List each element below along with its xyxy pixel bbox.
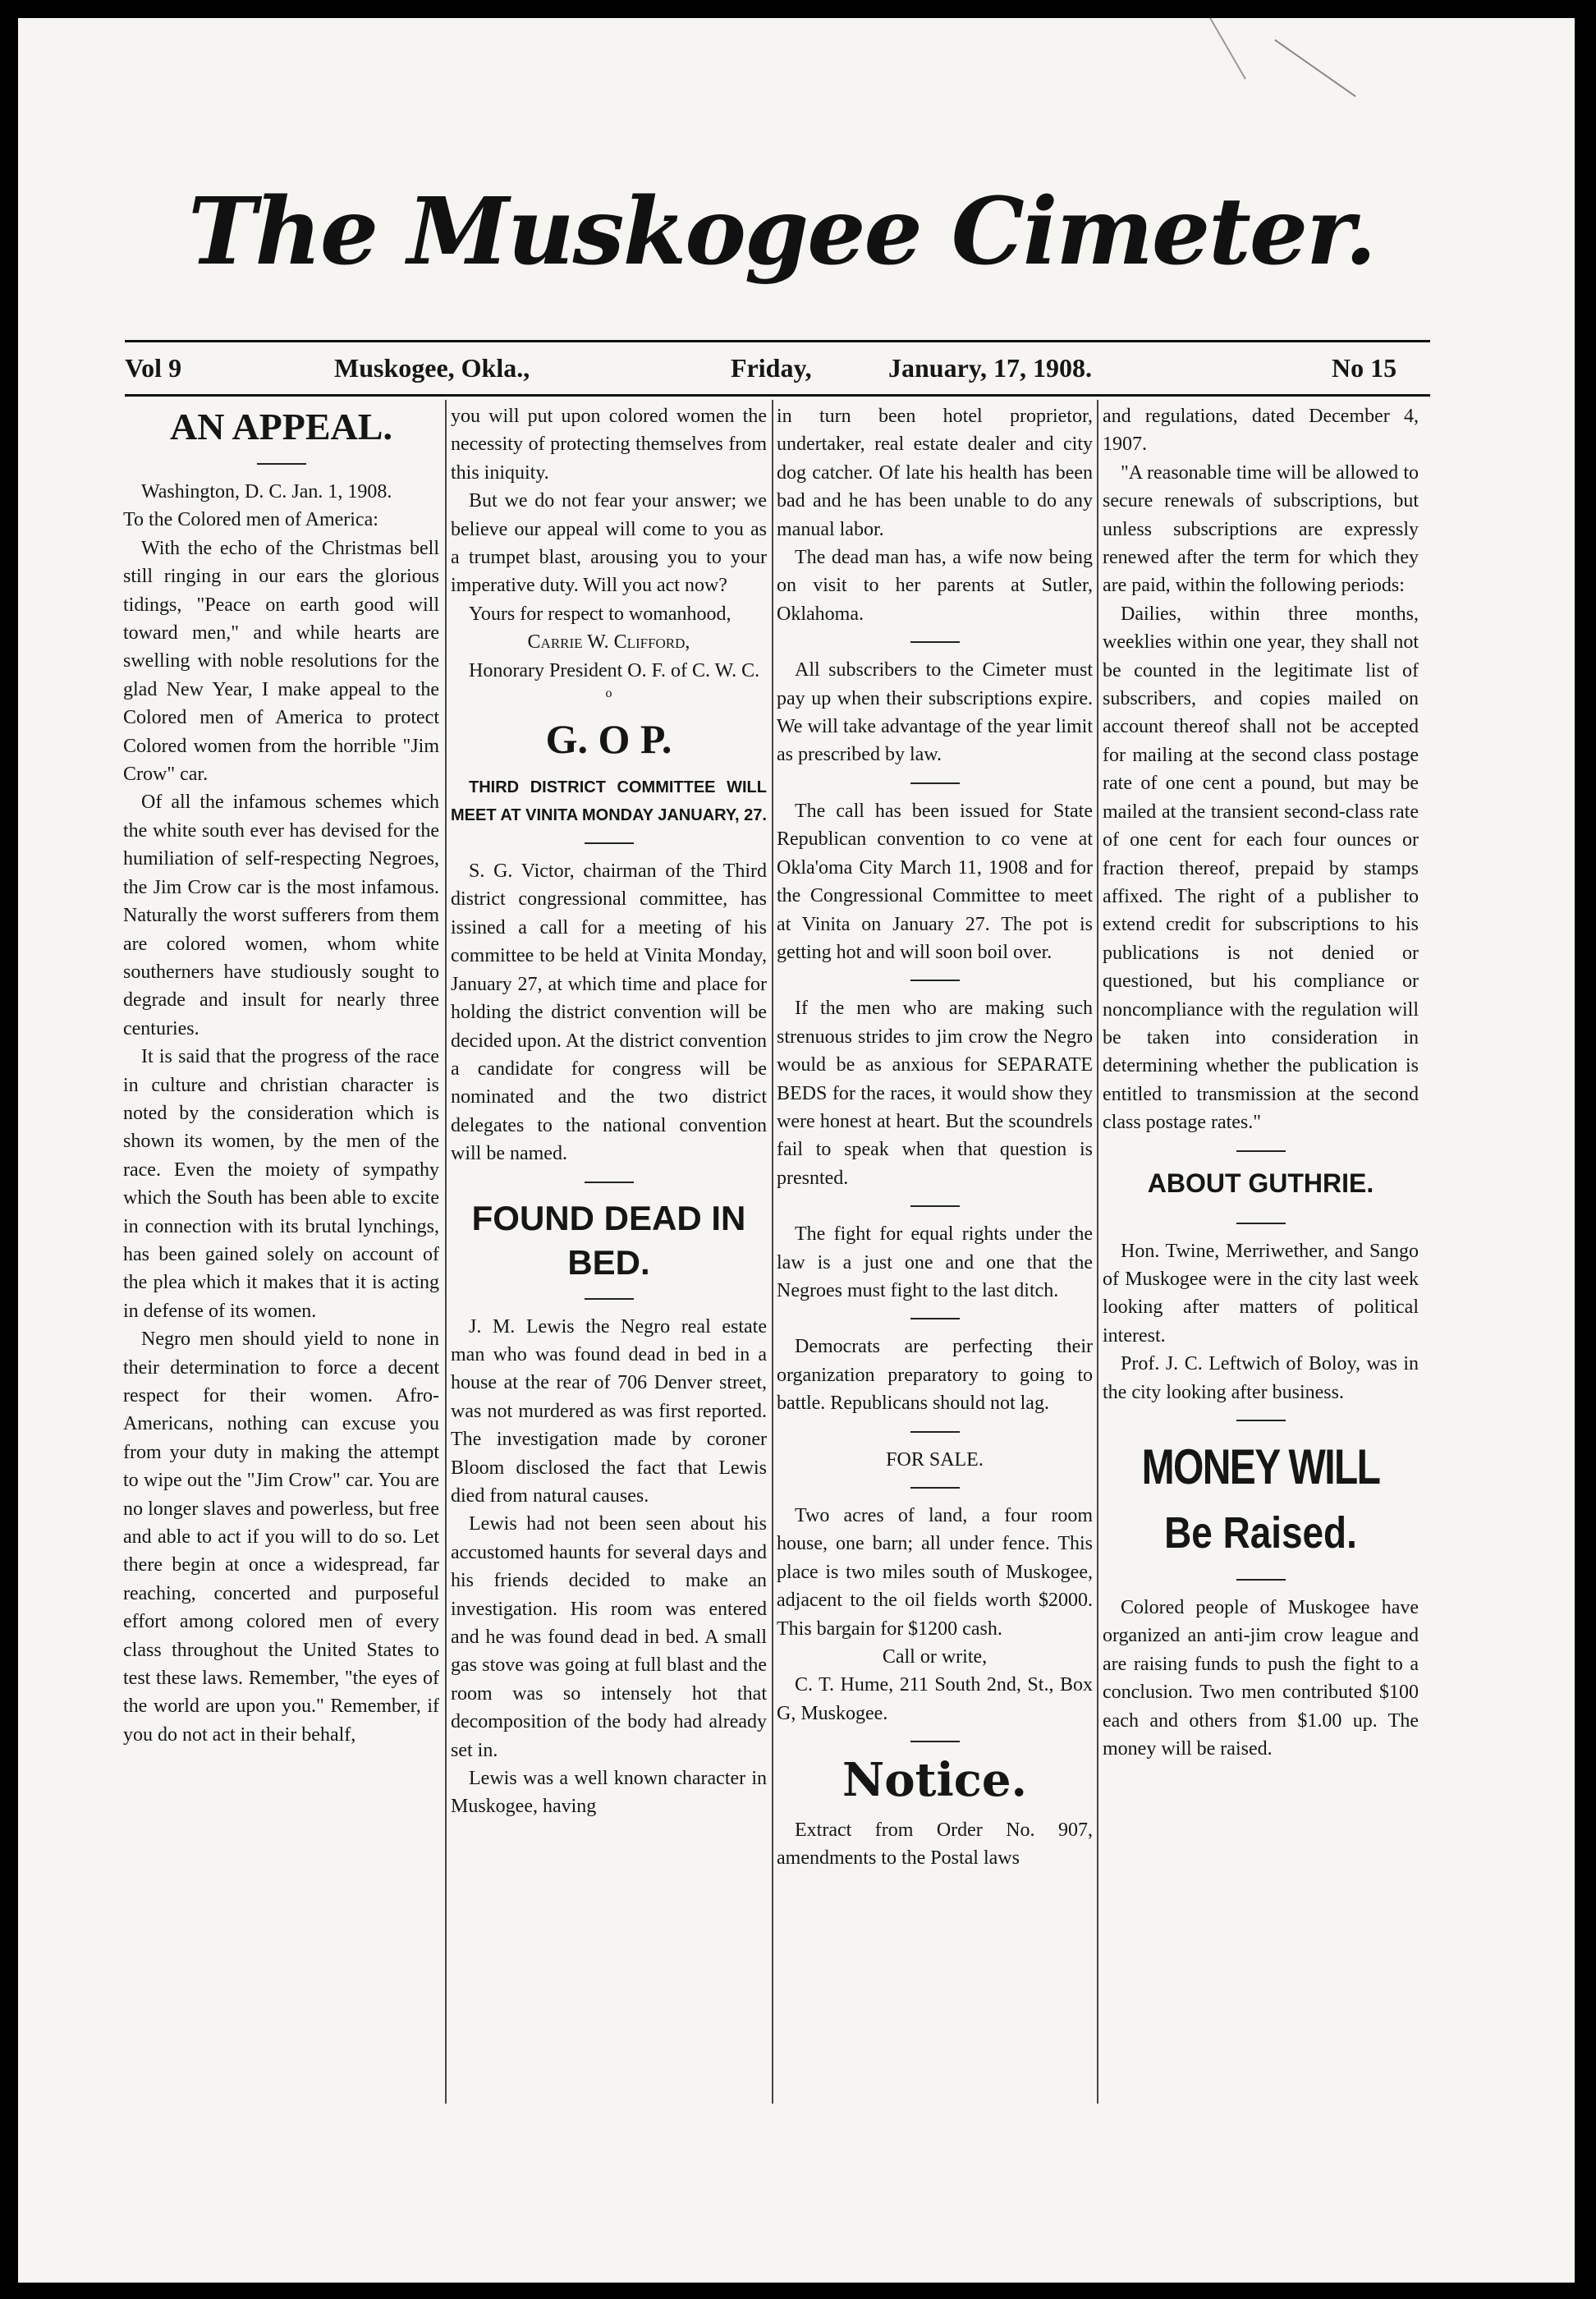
article-paragraph: The call has been issued for State Republican convention to co vene at Okla'oma City March 11, 1908 and for the Congressional Committee to meet at Vinita on January 27. The pot is getting hot and will soon boil over.: [777, 800, 1093, 963]
column-rule: [772, 400, 773, 2104]
section-dash: [585, 1298, 634, 1300]
place-label: Muskogee, Okla.,: [334, 353, 530, 383]
article-paragraph: Honorary President O. F. of C. W. C.: [469, 659, 760, 681]
dateline: [125, 346, 1430, 396]
masthead-rule-top: [125, 340, 1430, 342]
paper-crease: [1204, 18, 1246, 80]
column-2: [451, 402, 767, 1821]
section-dash: [585, 1182, 634, 1183]
section-dash: [585, 842, 634, 844]
article-paragraph: Call or write,: [882, 1646, 988, 1668]
article-paragraph: If the men who are making such strenuous strides to jim crow the Negro would be as anxious for SEPARATE BEDS for the races, it would show they were honest at heart. But the scoundrels fail to speak when that question is presnted.: [777, 998, 1093, 1189]
article-paragraph: The dead man has, a wife now being on visit to her parents at Sutler, Oklahoma.: [777, 547, 1093, 625]
date-label: January, 17, 1908.: [888, 353, 1093, 383]
section-dash: [910, 782, 960, 784]
article-subtitle: THIRD DISTRICT COMMITTEE WILL MEET AT VINITA MONDAY JANUARY, 27.: [451, 778, 767, 825]
article-paragraph: Yours for respect to womanhood,: [469, 603, 732, 625]
section-dash: [1236, 1420, 1286, 1421]
article-paragraph: Lewis had not been seen about his accustomed haunts for several days and his friends decided to make an investigation. His room was entered and he was found dead in bed. A small gas stove was going at full blast and the room was so intensely hot that decomposition of the body had already set in.: [451, 1513, 767, 1761]
article-paragraph: To the Colored men of America:: [123, 509, 378, 531]
article-paragraph: and regulations, dated December 4, 1907.: [1103, 406, 1419, 456]
article-paragraph: Two acres of land, a four room house, one barn; all under fence. This place is two miles south of Muskogee, adjacent to the oil fields worth $2000. This bargain for $1200 cash.: [777, 1505, 1093, 1640]
article-paragraph: Of all the infamous schemes which the white south ever has devised for the humiliation of self-respecting Negroes, the Jim Crow car is the most infamous. Naturally the worst sufferers from them are colored women, whom white southerners have studiously sought to degrade and insult for nearly three centuries.: [123, 792, 439, 1039]
section-dash: [910, 1205, 960, 1207]
paper-crease: [1274, 39, 1355, 97]
article-paragraph: J. M. Lewis the Negro real estate man who was found dead in bed in a house at the rear of 706 Denver street, was not murdered as was first reported. The investigation made by coroner Bloom disclosed the fact that Lewis died from natural causes.: [451, 1315, 767, 1507]
article-paragraph: Hon. Twine, Merriwether, and Sango of Muskogee were in the city last week looking after matters of political interest.: [1103, 1240, 1419, 1347]
article-title-gop: G. O P.: [545, 716, 672, 763]
section-dash: [910, 1741, 960, 1742]
volume-label: Vol 9: [125, 353, 182, 383]
article-title-money-will: MONEY WILL: [1141, 1439, 1380, 1494]
article-paragraph: Colored people of Muskogee have organized an anti-jim crow league and are raising funds to push the fight to a conclusion. Two men contributed $100 each and others from $1.00 up. The money will be raised.: [1103, 1597, 1419, 1760]
article-title-notice: Notice.: [842, 1753, 1027, 1808]
section-dash: [910, 1487, 960, 1489]
section-dash: [257, 463, 306, 465]
column-rule: [445, 400, 447, 2104]
section-dash: [1236, 1223, 1286, 1224]
article-paragraph: The fight for equal rights under the law is a just one and one that the Negroes must fight to the last ditch.: [777, 1223, 1093, 1301]
article-paragraph: Extract from Order No. 907, amendments to the Postal laws: [777, 1819, 1093, 1870]
section-dash: [910, 1431, 960, 1433]
column-3: [777, 402, 1093, 1873]
column-rule: [1097, 400, 1098, 2104]
article-paragraph: It is said that the progress of the race in culture and christian character is noted by the consideration which is shown its women, by the men of the race. Even the moiety of sympathy which the South has been able to excite in connection with its brutal lynchings, has been gained solely on account of the plea which it makes that it is acting in defense of its women.: [123, 1046, 439, 1322]
weekday-label: Friday,: [731, 353, 812, 383]
masthead-rule-bottom: [125, 394, 1430, 397]
masthead-title: The Muskogee Cimeter.: [188, 178, 1375, 286]
section-dash: [1236, 1150, 1286, 1152]
article-signer: Carrie W. Clifford,: [527, 631, 690, 654]
article-title-found-dead: FOUND DEAD IN BED.: [471, 1198, 746, 1282]
article-title-be-raised: Be Raised.: [1164, 1508, 1357, 1558]
article-paragraph: C. T. Hume, 211 South 2nd, St., Box G, Muskogee.: [777, 1674, 1093, 1724]
article-title-an-appeal: AN APPEAL.: [170, 406, 392, 447]
article-paragraph: All subscribers to the Cimeter must pay up when their subscriptions expire. We will take advantage of the year limit as prescribed by law.: [777, 659, 1093, 766]
article-paragraph: in turn been hotel proprietor, undertaker, real estate dealer and city dog catcher. Of late his health has been bad and he has been unable to do any manual labor.: [777, 406, 1093, 540]
column-1: [123, 402, 439, 1749]
section-dash: [910, 980, 960, 981]
article-title-about-guthrie: ABOUT GUTHRIE.: [1147, 1168, 1374, 1198]
article-paragraph: S. G. Victor, chairman of the Third district congressional committee, has issined a call for a meeting of his committee to be held at Vinita Monday, January 27, at which time and place for holding the district convention will be decided upon. At the district convention a candidate for congress will be nominated and the two district delegates to the national convention will be named.: [451, 860, 767, 1165]
column-4: [1103, 402, 1419, 1763]
article-paragraph: Democrats are perfecting their organization preparatory to going to battle. Republicans should not lag.: [777, 1336, 1093, 1415]
article-paragraph: Washington, D. C. Jan. 1, 1908.: [141, 481, 392, 502]
article-paragraph: With the echo of the Christmas bell still ringing in our ears the glorious tidings, "Peace on earth good will toward men," and while hearts are swelling with noble resolutions for the glad New Year, I make appeal to the Colored men of America to protect Colored women from the horrible "Jim Crow" car.: [123, 537, 439, 786]
article-paragraph: Lewis was a well known character in Muskogee, having: [451, 1768, 767, 1818]
article-paragraph: "A reasonable time will be allowed to secure renewals of subscriptions, but unless subscriptions are expressly renewed after the term for which they are paid, within the following periods:: [1103, 461, 1419, 597]
newspaper-page: [18, 18, 1575, 2283]
issue-number: No 15: [1332, 353, 1397, 383]
article-title-for-sale: FOR SALE.: [886, 1448, 984, 1471]
article-paragraph: you will put upon colored women the necessity of protecting themselves from this iniquity.: [451, 406, 767, 484]
section-dash: [910, 641, 960, 643]
section-dash: [910, 1318, 960, 1319]
article-paragraph: Prof. J. C. Leftwich of Boloy, was in the city looking after business.: [1103, 1353, 1419, 1403]
section-dash: [1236, 1579, 1286, 1581]
article-paragraph: But we do not fear your answer; we believe our appeal will come to you as a trumpet blast, arousing you to your imperative duty. Will you act now?: [451, 490, 767, 597]
article-paragraph: Dailies, within three months, weeklies within one year, they shall not be counted in the legitimate list of subscribers, and copies mailed on account thereof shall not be accepted for mailing at the second class postage rate of one cent a pound, but may be mailed at the transient second-class rate of one cent for each four ounces or fraction thereof, prepaid by stamps affixed. The right of a publisher to extend credit for subscriptions to his publications is not denied or questioned, but his compliance or noncompliance with the regulation will be taken into consideration in determining whether the publication is entitled to transmission at the second class postage rates.": [1103, 603, 1419, 1134]
article-paragraph: Negro men should yield to none in their determination to force a decent respect for their women. Afro-Americans, nothing can excuse you from your duty in making the attempt to wipe out the "Jim Crow" car. You are no longer slaves and powerless, but free and able to act if you will to do so. Let there begin at once a widespread, far reaching, concerted and purposeful effort among colored men of every class throughout the United States to test these laws. Remember, "the eyes of the world are upon you." Remember, if you do not act in their behalf,: [123, 1328, 439, 1746]
section-divider: o: [605, 686, 612, 701]
